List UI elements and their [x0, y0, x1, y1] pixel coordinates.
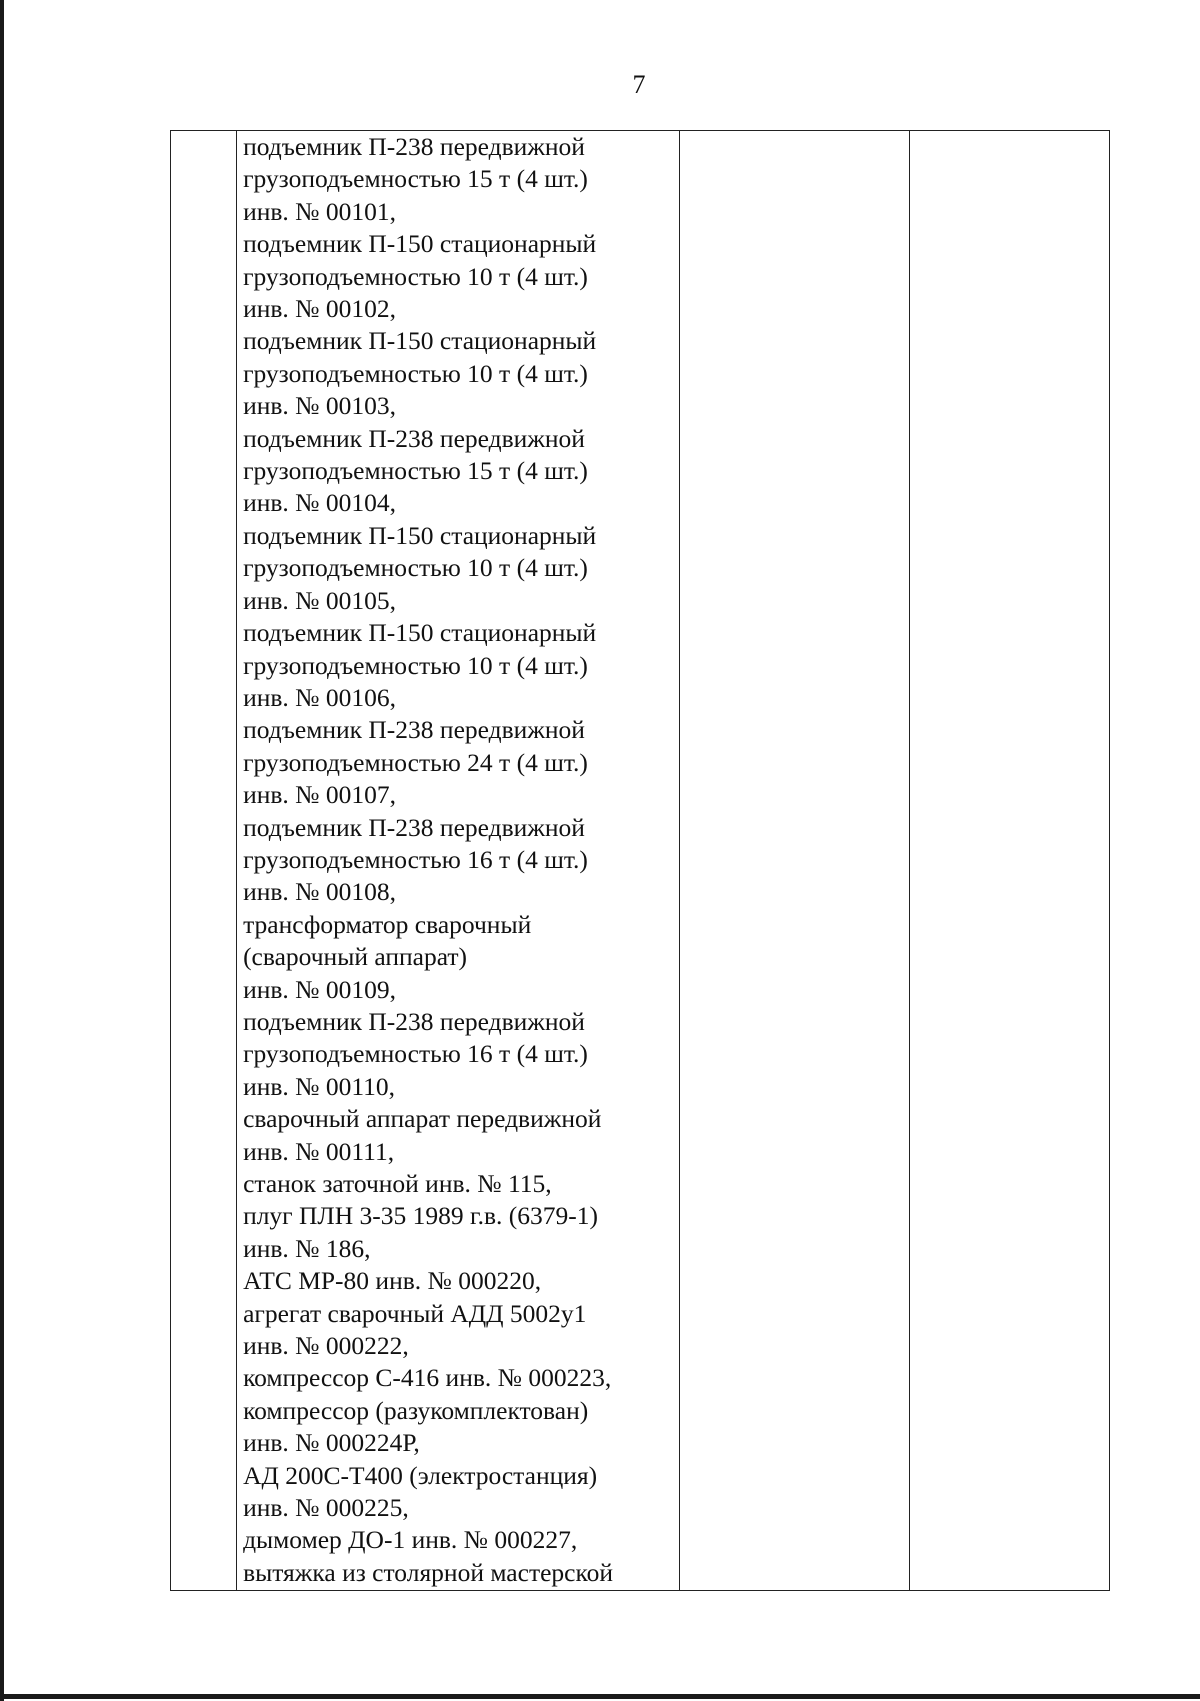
- list-item: плуг ПЛН 3-35 1989 г.в. (6379-1): [243, 1201, 598, 1231]
- list-item: компрессор (разукомплектован): [243, 1395, 589, 1425]
- number-cell: [171, 131, 237, 1591]
- list-item: грузоподъемностью 10 т (4 шт.): [243, 358, 588, 388]
- list-item: инв. № 00109,: [243, 974, 396, 1004]
- list-item: инв. № 00102,: [243, 294, 396, 324]
- list-item: подъемник П-238 передвижной: [243, 423, 585, 453]
- list-item: подъемник П-238 передвижной: [243, 812, 585, 842]
- list-item: подъемник П-150 стационарный: [243, 326, 597, 356]
- list-item: подъемник П-238 передвижной: [243, 132, 585, 161]
- list-item: грузоподъемностью 16 т (4 шт.): [243, 1039, 588, 1069]
- list-item: инв. № 00110,: [243, 1071, 396, 1101]
- list-item: грузоподъемностью 24 т (4 шт.): [243, 747, 588, 777]
- item-list: [237, 131, 678, 1589]
- list-item: АД 200С-Т400 (электростанция): [243, 1460, 598, 1490]
- list-item: инв. № 186,: [243, 1233, 371, 1263]
- list-item: грузоподъемностью 10 т (4 шт.): [243, 650, 588, 680]
- list-item: инв. № 000222,: [243, 1331, 409, 1361]
- list-item: грузоподъемностью 10 т (4 шт.): [243, 553, 588, 583]
- list-item: вытяжка из столярной мастерской: [243, 1557, 613, 1587]
- list-item: подъемник П-150 стационарный: [243, 618, 597, 648]
- list-item: инв. № 00108,: [243, 877, 396, 907]
- empty-cell-3: [679, 131, 909, 1591]
- list-item: грузоподъемностью 16 т (4 шт.): [243, 844, 588, 874]
- list-item: инв. № 00111,: [243, 1136, 395, 1166]
- empty-cell-4: [909, 131, 1109, 1591]
- list-item: подъемник П-150 стационарный: [243, 229, 597, 259]
- list-item: сварочный аппарат передвижной: [243, 1104, 602, 1134]
- list-item: (сварочный аппарат): [243, 942, 467, 972]
- list-item: АТС МР-80 инв. № 000220,: [243, 1266, 542, 1296]
- list-item: компрессор С-416 инв. № 000223,: [243, 1363, 612, 1393]
- list-item: инв. № 00103,: [243, 391, 396, 421]
- list-item: инв. № 00101,: [243, 196, 396, 226]
- list-item: инв. № 000224Р,: [243, 1428, 420, 1458]
- description-cell: [237, 131, 679, 1591]
- list-item: инв. № 00104,: [243, 488, 396, 518]
- list-item: подъемник П-238 передвижной: [243, 1006, 585, 1036]
- scan-edge-left: [0, 0, 4, 1701]
- list-item: агрегат сварочный АДД 5002у1: [243, 1298, 587, 1328]
- list-item: грузоподъемностью 10 т (4 шт.): [243, 261, 588, 291]
- list-item: подъемник П-238 передвижной: [243, 715, 585, 745]
- list-item: станок заточной инв. № 115,: [243, 1169, 552, 1198]
- property-table: [170, 130, 1110, 1591]
- list-item: дымомер ДО-1 инв. № 000227,: [243, 1525, 578, 1555]
- list-item: инв. № 00105,: [243, 585, 396, 615]
- list-item: грузоподъемностью 15 т (4 шт.): [243, 164, 588, 194]
- list-item: подъемник П-150 стационарный: [243, 520, 597, 550]
- scan-edge-bottom: [0, 1694, 1200, 1699]
- table-row: [171, 131, 1110, 1591]
- page-number: 7: [632, 70, 646, 99]
- list-item: грузоподъемностью 15 т (4 шт.): [243, 456, 588, 486]
- list-item: трансформатор сварочный: [243, 909, 532, 939]
- list-item: инв. № 00106,: [243, 682, 396, 712]
- list-item: инв. № 000225,: [243, 1493, 409, 1523]
- list-item: инв. № 00107,: [243, 780, 396, 810]
